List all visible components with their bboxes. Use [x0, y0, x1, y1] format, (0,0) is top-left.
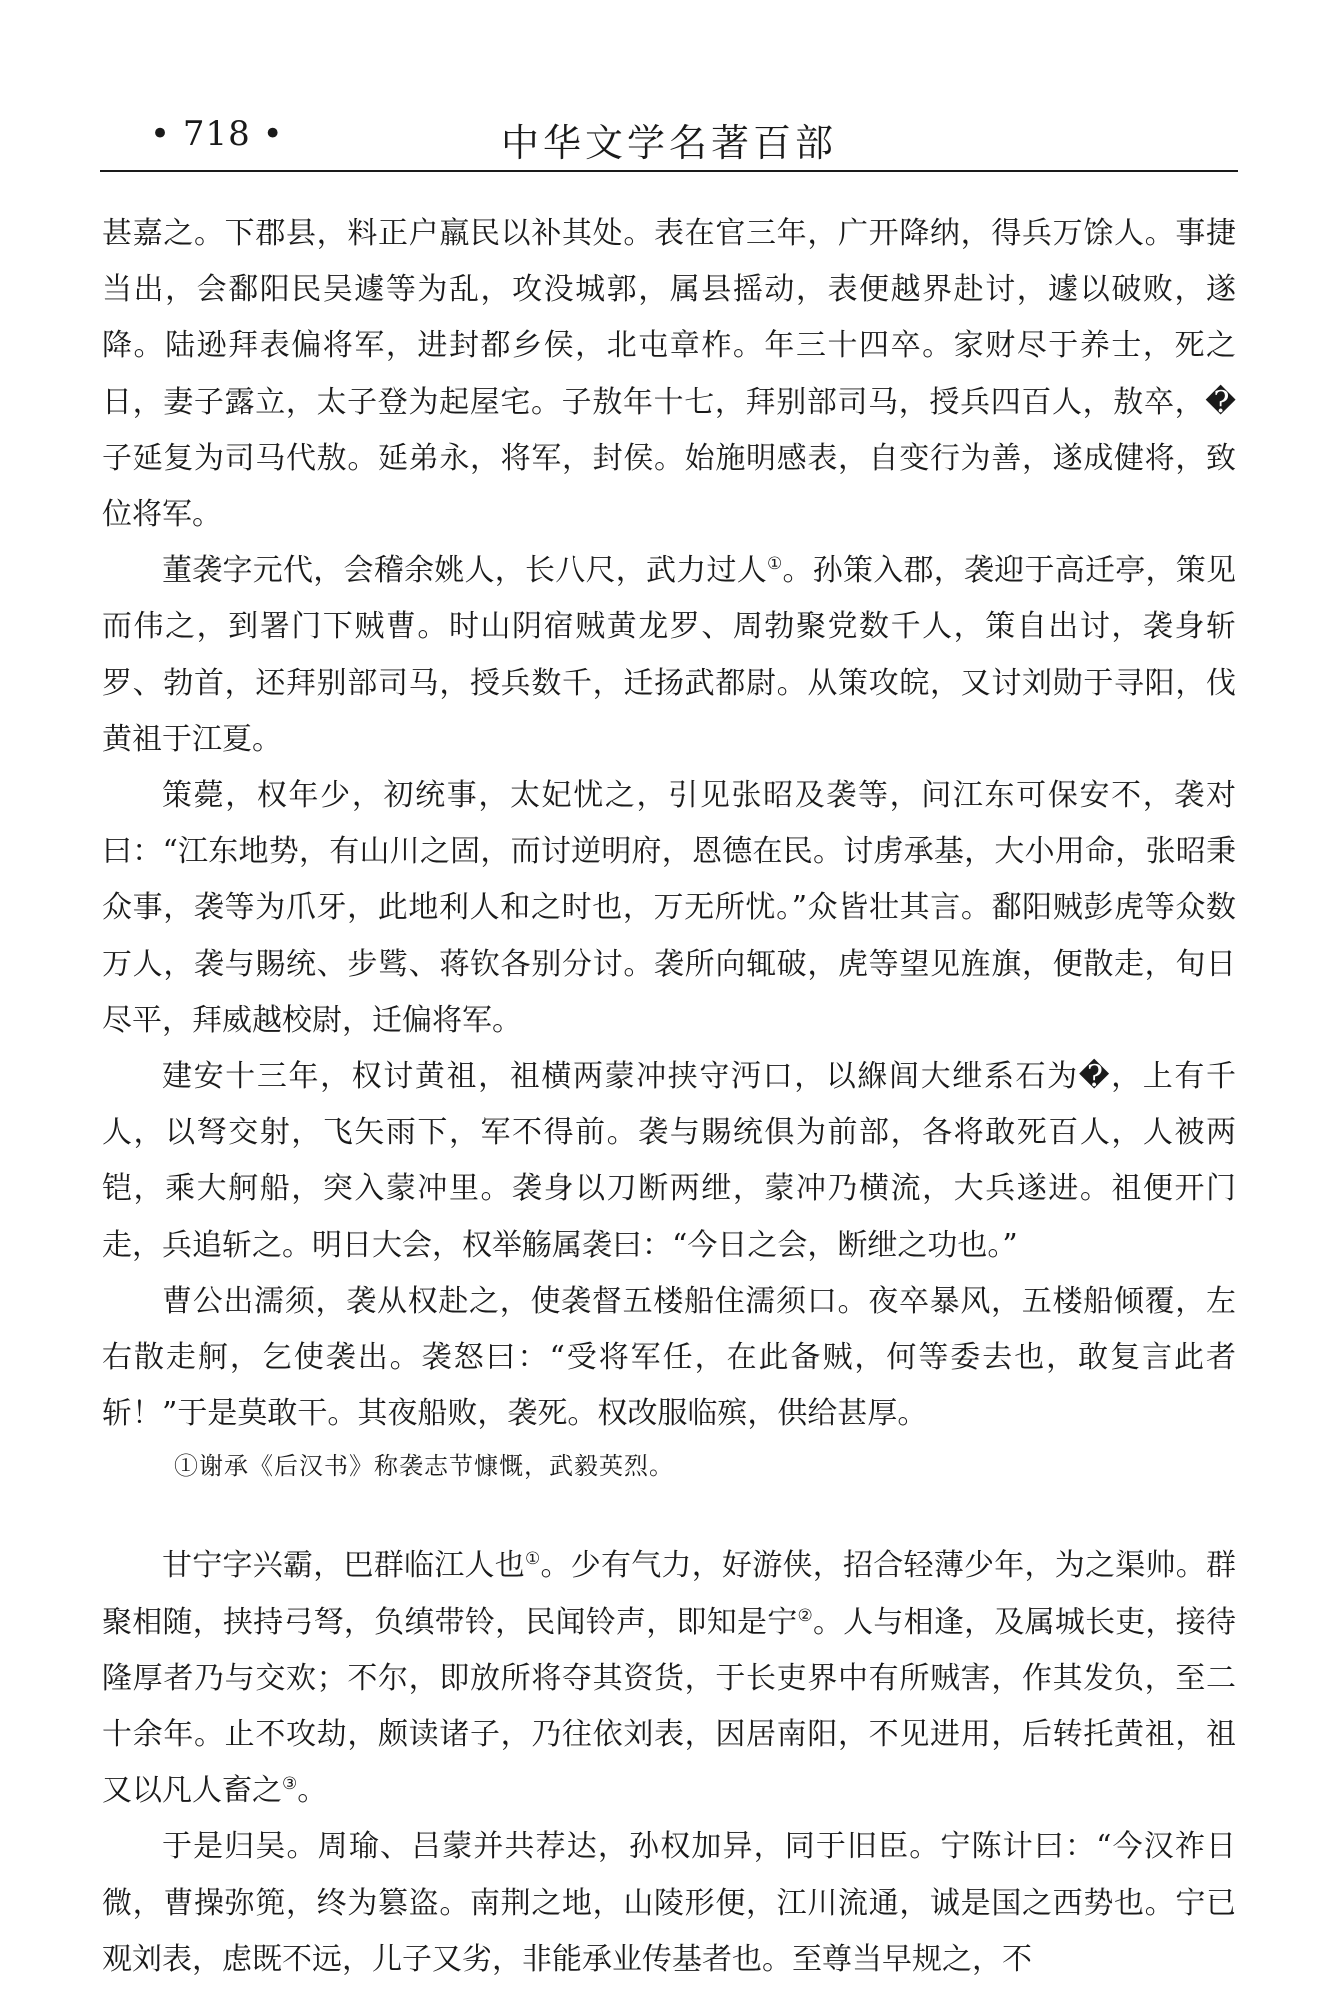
paragraph-3: 策薨，权年少，初统事，太妃忧之，引见张昭及袭等，问江东可保安不，袭对曰：“江东地势，有山川之固，而讨逆明府，恩德在民。讨虏承基，大小用命，张昭秉众事，袭等为爪牙，此地利人和之时也，万无所忧。”众皆壮其言。鄱阳贼彭虎等众数万人，袭与賜统、步骘、蒋钦各别分讨。袭所向辄破，虎等望见旌旗，便散走，旬日尽平，拜威越校尉，迁偏将军。	[102, 778, 1236, 1038]
page-body	[102, 206, 1236, 1988]
footnote-ref-2: ①	[525, 1549, 541, 1570]
paragraph-5: 曹公出濡须，袭从权赴之，使袭督五楼船住濡须口。夜卒暴风，五楼船倾覆，左右散走舸，乞使袭出。袭怒曰：“受将军任，在此备贼，何等委去也，敢复言此者斩！”于是莫敢干。其夜船败，袭死。权改服临殡，供给甚厚。	[102, 1283, 1236, 1432]
footnote-ref-4: ③	[282, 1774, 298, 1795]
paragraph-6-text-b: 。少有气力，好游侠，招合轻薄少年，为之渠帅。群聚相随，挟持弓弩，负缜带铃，民闻铃声，即知是宁	[102, 1548, 1236, 1640]
book-title: 中华文学名著百部	[500, 121, 837, 165]
paragraph-6-text-d: 。	[297, 1773, 328, 1809]
paragraph-6-text-a: 甘宁字兴霸，巴群临江人也	[162, 1548, 525, 1584]
page-number: • 718 •	[150, 114, 284, 154]
paragraph-2-text-a: 董袭字元代，会稽余姚人，长八尺，武力过人	[162, 553, 767, 589]
paragraph-7: 于是归吴。周瑜、吕蒙并共荐达，孙权加异，同于旧臣。宁陈计曰：“今汉祚日微，曹操弥篼，终为篡盗。南荆之地，山陵形便，江川流通，诚是国之西势也。宁已观刘表，虑既不远，儿子又劣，非能承业传基者也。至尊当早规之，不	[102, 1829, 1236, 1977]
section-gap	[102, 1484, 1236, 1538]
paragraph-6-text-c: 。人与相逢，及属城长吏，接待隆厚者乃与交欢；不尔，即放所将夺其资货，于长吏界中有所贼害，作其发负，至二十余年。止不攻劫，颇读诸子，乃往依刘表，因居南阳，不见进用，后转托黄祖，祖又以凡人畜之	[102, 1604, 1237, 1809]
paragraph-2	[102, 543, 1236, 768]
paragraph-6	[102, 1538, 1236, 1819]
paragraph-2-text-b: 。孙策入郡，袭迎于高迁亭，策见而伟之，到署门下贼曹。时山阴宿贼黄龙罗、周勃聚党数千人，策自出讨，袭身斩罗、勃首，还拜别部司马，授兵数千，迁扬武都尉。从策攻皖，又讨刘勋于寻阳，伐黄祖于江夏。	[102, 553, 1236, 757]
footnote-ref-3: ②	[797, 1605, 813, 1626]
footnote: ①谢承《后汉书》称袭志节慷慨，武毅英烈。	[174, 1452, 674, 1481]
footnote-ref-1: ①	[767, 554, 783, 575]
paragraph-4: 建安十三年，权讨黄祖，祖横两蒙冲挟守沔口，以緥闾大绁系石为�，上有千人，以弩交射，飞矢雨下，军不得前。袭与賜统俱为前部，各将敢死百人，人被两铠，乘大舸船，突入蒙冲里。袭身以刀断两绁，蒙冲乃横流，大兵遂进。祖便开门走，兵追斩之。明日大会，权举觞属袭曰：“今日之会，断绁之功也。”	[102, 1059, 1236, 1263]
paragraph-1: 甚嘉之。下郡县，料正户羸民以补其处。表在官三年，广开降纳，得兵万馀人。事捷当出，会鄱阳民吴遽等为乱，攻没城郭，属县摇动，表便越界赴讨，遽以破败，遂降。陆逊拜表偏将军，进封都乡侯，北屯章柞。年三十四卒。家财尽于养士，死之日，妻子露立，太子登为起屋宅。子敖年十七，拜别部司马，授兵四百人，敖卒，�子延复为司马代敖。延弟永，将军，封侯。始施明感表，自变行为善，遂成健将，致位将军。	[102, 216, 1236, 533]
header-rule	[100, 170, 1238, 172]
page-header	[100, 112, 1238, 172]
